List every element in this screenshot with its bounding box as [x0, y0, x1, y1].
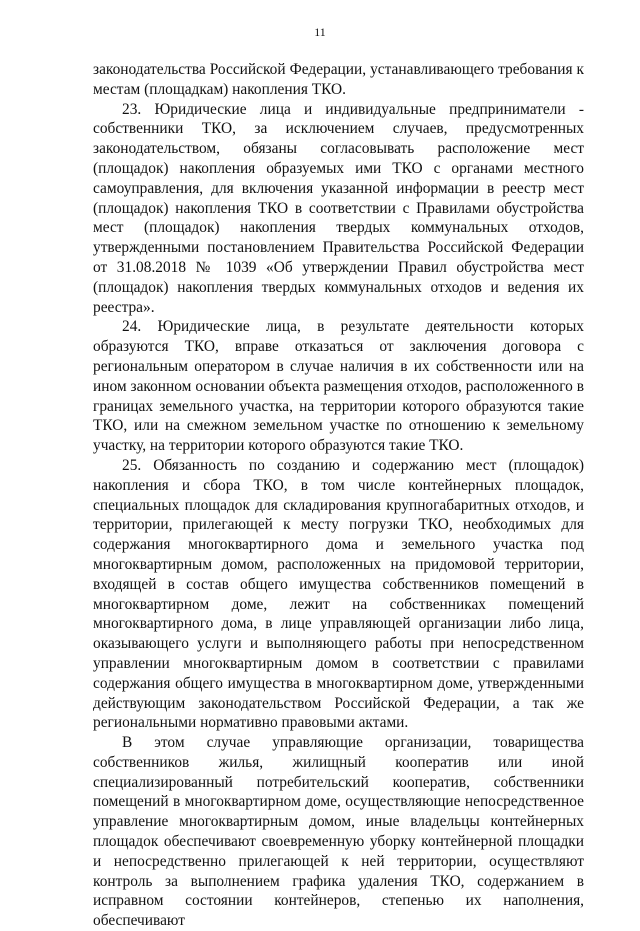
document-body — [93, 60, 584, 931]
paragraph-continuation: законодательства Российской Федерации, устанавливающего требования к местам (площадкам) накопления ТКО. — [93, 61, 584, 98]
paragraph-25: 25. Обязанность по созданию и содержанию мест (площадок) накопления и сбора ТКО, в том числе контейнерных площадок, специальных площадок для складирования крупногабаритных отходов, и территории, прилегающей к месту погрузки ТКО, необходимых для содержания многоквартирного дома и земельного участка под многоквартирным домом, расположенных на придомовой территории, входящей в состав общего имущества собственников помещений в многоквартирном доме, лежит на собственниках помещений многоквартирного дома, в лице управляющей организации либо лица, оказывающего услуги и выполняющего работы при непосредственном управлении многоквартирным домом в соответствии с правилами содержания общего имущества в многоквартирном доме, утвержденными действующим законодательством Российской Федерации, а так же региональными нормативно правовыми актами. — [93, 456, 584, 732]
paragraph-23: 23. Юридические лица и индивидуальные предприниматели - собственники ТКО, за исключением случаев, предусмотренных законодательством, обязаны согласовывать расположение мест (площадок) накопления образуемых ими ТКО с органами местного самоуправления, для включения указанной информации в реестр мест (площадок) накопления ТКО в соответствии с Правилами обустройства мест (площадок) накопления твердых коммунальных отходов, утвержденными постановлением Правительства Российской Федерации от 31.08.2018 № 1039 «Об утверждении Правил обустройства мест (площадок) накопления твердых коммунальных отходов и ведения их реестра». — [93, 100, 584, 316]
page-number: 11 — [314, 25, 326, 39]
paragraph-25-continued: В этом случае управляющие организации, товарищества собственников жилья, жилищный кооператив или иной специализированный потребительский кооператив, собственники помещений в многоквартирном доме, осуществляющие непосредственное управление многоквартирным домом, иные владельцы контейнерных площадок обеспечивают своевременную уборку контейнерной площадки и непосредственно прилегающей к ней территории, осуществляют контроль за выполнением графика удаления ТКО, содержанием в исправном состоянии контейнеров, степенью их наполнения, обеспечивают — [93, 734, 584, 930]
paragraph-24: 24. Юридические лица, в результате деятельности которых образуются ТКО, вправе отказаться от заключения договора с региональным оператором в случае наличия в их собственности или на ином законном основании объекта размещения отходов, расположенного в границах земельного участка, на территории которого образуются такие ТКО, или на смежном земельном участке по отношению к земельному участку, на территории которого образуются такие ТКО. — [93, 318, 584, 455]
